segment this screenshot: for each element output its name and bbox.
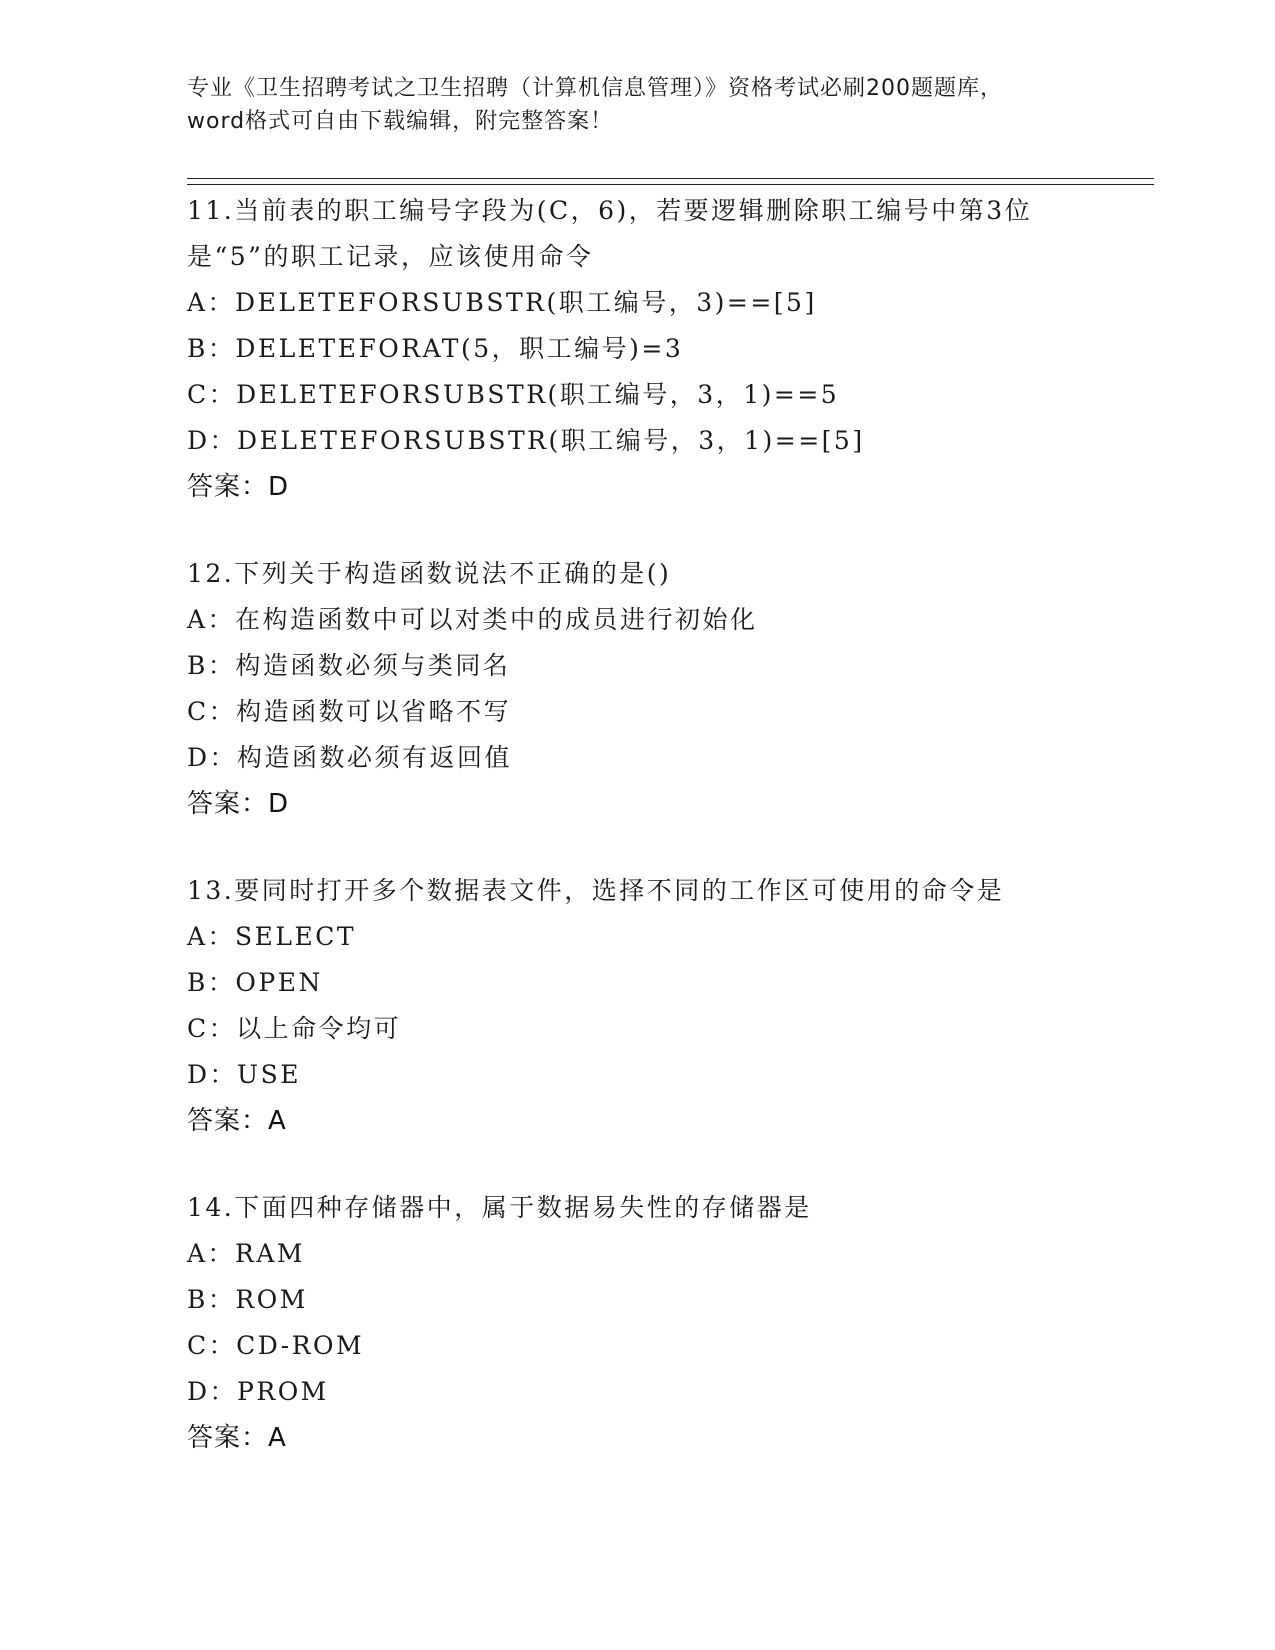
option-c: C：构造函数可以省略不写 <box>187 697 512 726</box>
option-a: A：DELETEFORSUBSTR(职工编号，3)==[5] <box>187 288 817 317</box>
answer-label: 答案：D <box>187 789 290 819</box>
answer-label: 答案：A <box>187 1423 287 1453</box>
option-d: D：USE <box>187 1060 301 1089</box>
question-stem <box>187 551 1147 597</box>
option-b: B：构造函数必须与类同名 <box>187 651 511 680</box>
option-a: A：在构造函数中可以对类中的成员进行初始化 <box>187 605 758 634</box>
option-b: B：ROM <box>187 1285 308 1314</box>
question-stem-line: 12.下列关于构造函数说法不正确的是() <box>187 559 672 588</box>
question-stem-line: 是“5”的职工记录，应该使用命令 <box>187 242 594 271</box>
question-stem-line: 14.下面四种存储器中，属于数据易失性的存储器是 <box>187 1193 812 1222</box>
option-c: C：以上命令均可 <box>187 1014 402 1043</box>
question-stem <box>187 1185 1147 1231</box>
option-c: C：CD-ROM <box>187 1331 365 1360</box>
header-line-1: 专业《卫生招聘考试之卫生招聘（计算机信息管理）》资格考试必刷200题题库， <box>187 76 1003 101</box>
option-d: D：DELETEFORSUBSTR(职工编号，3，1)==[5] <box>187 426 865 455</box>
question-stem <box>187 188 1147 280</box>
option-b: B：OPEN <box>187 968 323 997</box>
option-d: D：构造函数必须有返回值 <box>187 743 513 772</box>
answer-label: 答案：D <box>187 472 290 502</box>
question-14 <box>187 1185 1147 1461</box>
option-a: A：SELECT <box>187 922 357 951</box>
option-d: D：PROM <box>187 1377 329 1406</box>
question-12 <box>187 551 1147 827</box>
answer-label: 答案：A <box>187 1106 287 1136</box>
option-b: B：DELETEFORAT(5，职工编号)=3 <box>187 334 684 363</box>
header-line-2: word格式可自由下载编辑，附完整答案！ <box>187 109 614 134</box>
option-a: A：RAM <box>187 1239 306 1268</box>
question-stem-line: 13.要同时打开多个数据表文件，选择不同的工作区可使用的命令是 <box>187 876 1005 905</box>
question-stem <box>187 868 1147 914</box>
header-divider-top <box>187 178 1154 179</box>
document-header <box>187 72 1087 138</box>
option-c: C：DELETEFORSUBSTR(职工编号，3，1)==5 <box>187 380 840 409</box>
question-13 <box>187 868 1147 1144</box>
question-11 <box>187 188 1147 510</box>
question-list <box>187 188 1147 1502</box>
header-divider-bottom <box>187 184 1154 185</box>
question-stem-line: 11.当前表的职工编号字段为(C，6)，若要逻辑删除职工编号中第3位 <box>187 196 1033 225</box>
